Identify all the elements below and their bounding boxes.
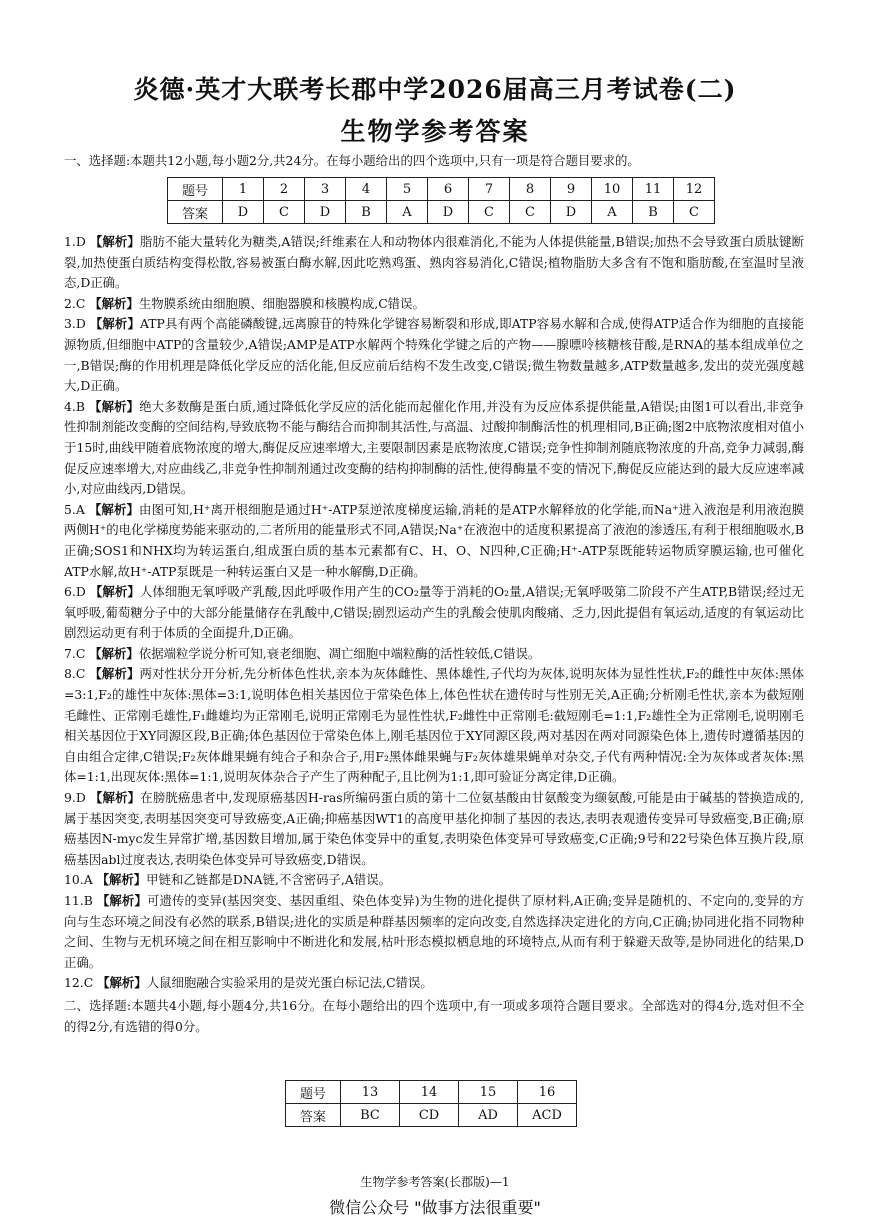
- item-text: 人体细胞无氧呼吸产乳酸,因此呼吸作用产生的CO₂量等于消耗的O₂量,A错误;无氧呼吸第二阶段不产生ATP,B错误;经过无氧呼吸,葡萄糖分子中的大部分能量储存在乳酸中,C错误;剧烈运动产生的乳酸会使肌肉酸痛、乏力,因此提倡有氧运动,适度的有氧运动比剧烈运动更有利于体质的全面提升,D正确。: [64, 584, 804, 641]
- table-cell: D: [305, 201, 346, 224]
- table-cell: 7: [469, 178, 510, 201]
- page-footer: 生物学参考答案(长郡版)—1: [360, 1175, 510, 1189]
- item-tag: 【解析】: [97, 975, 147, 991]
- item-tag: 【解析】: [88, 501, 140, 517]
- table-header-cell: 题号: [168, 178, 223, 201]
- table-header-cell: 答案: [286, 1104, 341, 1127]
- section1-intro: 一、选择题:本题共12小题,每小题2分,共24分。在每小题给出的四个选项中,只有一项是符合题目要求的。: [64, 153, 640, 168]
- table-row: [286, 1104, 577, 1127]
- table-cell: D: [223, 201, 264, 224]
- table-row: [168, 201, 715, 224]
- item-text: 脂肪不能大量转化为糖类,A错误;纤维素在人和动物体内很难消化,不能为人体提供能量,B错误;加热不会导致蛋白质肽键断裂,加热使蛋白质结构变得松散,容易被蛋白酶水解,因此吃熟鸡蛋、熟肉容易消化,C错误;植物脂肪大多含有不饱和脂肪酸,在室温时呈液态,D正确。: [64, 234, 805, 291]
- item-number: 1.D: [64, 234, 86, 249]
- list-item: [64, 397, 804, 500]
- list-item: [64, 500, 804, 582]
- item-number: 8.C: [64, 666, 86, 682]
- item-number: 5.A: [64, 501, 85, 517]
- item-tag: 【解析】: [89, 584, 140, 600]
- item-number: 12.C: [64, 975, 94, 991]
- table-cell: 12: [674, 178, 715, 201]
- table-cell: 14: [400, 1081, 459, 1104]
- item-tag: 【解析】: [89, 234, 140, 249]
- table-row: [168, 178, 715, 201]
- item-number: 10.A: [64, 872, 93, 888]
- item-number: 2.C: [64, 295, 86, 311]
- list-item: [64, 870, 804, 891]
- list-item: [64, 232, 804, 294]
- table-cell: 8: [510, 178, 551, 201]
- item-tag: 【解析】: [96, 893, 147, 908]
- table-header-cell: 题号: [286, 1081, 341, 1104]
- item-text: 依据端粒学说分析可知,衰老细胞、凋亡细胞中端粒酶的活性较低,C错误。: [138, 645, 541, 661]
- table-cell: A: [387, 201, 428, 224]
- list-item: [64, 294, 804, 315]
- item-text: 甲链和乙链都是DNA链,不含密码子,A错误。: [146, 872, 391, 888]
- item-text: ATP具有两个高能磷酸键,远离腺苷的特殊化学键容易断裂和形成,即ATP容易水解和合成,使得ATP适合作为细胞的直接能源物质,但细胞中ATP的含量较少,A错误;AMP是ATP水解两个特殊化学键之后的产物——腺嘌呤核糖核苷酸,是RNA的基本组成单位之一,B错误;酶的作用机理是降低化学反应的活化能,但反应前后结构不发生改变,C错误;微生物数量越多,ATP数量越多,发出的荧光强度越大,D正确。: [64, 316, 804, 394]
- table-header-cell: 答案: [168, 201, 223, 224]
- table-cell: ACD: [518, 1104, 577, 1127]
- item-tag: 【解析】: [89, 666, 140, 682]
- item-tag: 【解析】: [89, 645, 139, 661]
- table-cell: 2: [264, 178, 305, 201]
- item-number: 7.C: [64, 645, 86, 661]
- table-cell: C: [510, 201, 551, 224]
- table-cell: 15: [459, 1081, 518, 1104]
- table-cell: B: [346, 201, 387, 224]
- item-tag: 【解析】: [89, 398, 140, 414]
- item-tag: 【解析】: [89, 295, 139, 311]
- answer-table-1: [167, 177, 715, 224]
- list-item: [64, 582, 804, 644]
- table-cell: D: [551, 201, 592, 224]
- item-text: 可遗传的变异(基因突变、基因重组、染色体变异)为生物的进化提供了原材料,A正确;变异是随机的、不定向的,变异的方向与生态环境之间没有必然的联系,B错误;进化的实质是种群基因频率的定向改变,自然选择决定进化的方向,C正确;协同进化指不同物种之间、生物与无机环境之间在相互影响中不断进化和发展,枯叶形态模拟栖息地的环境特点,从而有利于躲避天敌等,是协同进化的结果,D正确。: [64, 893, 805, 970]
- page-subtitle: 生物学参考答案: [340, 117, 530, 146]
- section2-intro: 二、选择题:本题共4小题,每小题4分,共16分。在每小题给出的四个选项中,有一项或多项符合题目要求。全部选对的得4分,选对但不全的得2分,有选错的得0分。: [64, 997, 804, 1034]
- table-cell: A: [592, 201, 633, 224]
- table-cell: AD: [459, 1104, 518, 1127]
- table-cell: BC: [341, 1104, 400, 1127]
- item-tag: 【解析】: [89, 316, 141, 332]
- table-cell: 1: [223, 178, 264, 201]
- item-number: 3.D: [64, 316, 86, 332]
- table-cell: C: [264, 201, 305, 224]
- item-number: 6.D: [64, 584, 86, 600]
- item-number: 4.B: [64, 398, 85, 414]
- item-text: 人鼠细胞融合实验采用的是荧光蛋白标记法,C错误。: [146, 975, 433, 991]
- list-item: [64, 664, 804, 788]
- item-text: 由图可知,H⁺离开根细胞是通过H⁺-ATP泵逆浓度梯度运输,消耗的是ATP水解释放的化学能,而Na⁺进入液泡是利用液泡膜两侧H⁺的电化学梯度势能来驱动的,二者所用的能量形式不同,A错误;Na⁺在液泡中的适度积累提高了液泡的渗透压,有利于根细胞吸水,B正确;SOS1和NHX均为转运蛋白,组成蛋白质的基本元素都有C、H、O、N四种,C正确;H⁺-ATP泵既能转运物质穿膜运输,也可催化ATP水解,故H⁺-ATP泵既是一种转运蛋白又是一种水解酶,D正确。: [64, 501, 804, 579]
- list-item: [64, 788, 804, 870]
- table-cell: D: [428, 201, 469, 224]
- explanations: [64, 232, 804, 1037]
- item-text: 两对性状分开分析,先分析体色性状,亲本为灰体雌性、黑体雄性,子代均为灰体,说明灰体为显性性状,F₂的雌性中灰体:黑体=3:1,F₂的雄性中灰体:黑体=3:1,说明体色相关基因位于常染色体上,体色性状在遗传时与性别无关,A正确;分析刚毛性状,亲本为截短刚毛雌性、正常刚毛雄性,F₁雌雄均为正常刚毛,说明正常刚毛为显性性状,F₂雌性中正常刚毛:截短刚毛=1:1,F₂雄性全为正常刚毛,说明刚毛相关基因位于XY同源区段,B正确;体色基因位于常染色体上,刚毛基因位于XY同源区段,两对基因在两对同源染色体上,遗传时遵循基因的自由组合定律,C错误;F₂灰体雌果蝇有纯合子和杂合子,用F₂黑体雌果蝇与F₂灰体雄果蝇单对杂交,子代有两种情况:全为灰体或者灰体:黑体=1:1,出现灰体:黑体=1:1,说明灰体杂合子产生了两种配子,且比例为1:1,即可验证分离定律,D正确。: [64, 666, 804, 785]
- list-item: [64, 891, 804, 973]
- table-cell: C: [674, 201, 715, 224]
- item-text: 在膀胱癌患者中,发现原癌基因H-ras所编码蛋白质的第十二位氨基酸由甘氨酸变为缬氨酸,可能是由于碱基的替换造成的,属于基因突变,表明基因突变可导致癌变,A正确;抑癌基因WT1的高度甲基化抑制了基因的表达,表明表观遗传变异可导致癌变,B正确;原癌基因N-myc发生异常扩增,基因数目增加,属于染色体变异中的重复,表明染色体变异可导致癌变,C正确;9号和22号染色体互换片段,原癌基因abl过度表达,表明染色体变异可导致癌变,D错误。: [64, 790, 804, 867]
- list-item: [64, 314, 804, 396]
- item-number: 9.D: [64, 790, 86, 806]
- answer-table-2: [285, 1080, 577, 1127]
- item-tag: 【解析】: [96, 872, 147, 888]
- list-item: [64, 973, 804, 994]
- table-cell: C: [469, 201, 510, 224]
- table-cell: 3: [305, 178, 346, 201]
- item-text: 生物膜系统由细胞膜、细胞器膜和核膜构成,C错误。: [138, 295, 425, 311]
- item-text: 绝大多数酶是蛋白质,通过降低化学反应的活化能而起催化作用,并没有为反应体系提供能量,A错误;由图1可以看出,非竞争性抑制剂能改变酶的空间结构,导致底物不能与酶结合而抑制其活性,与高温、过酸抑制酶活性的机理相同,B正确;图2中底物浓度相对值小于15时,曲线甲随着底物浓度的增大,酶促反应速率增大,主要限制因素是底物浓度,C错误;竞争性抑制剂随底物浓度的升高,竞争力减弱,酶促反应速率增大,对应曲线乙,非竞争性抑制剂通过改变酶的结构抑制酶的活性,使得酶量不变的情况下,酶促反应能达到的最大反应速率减小,对应曲线丙,D错误。: [64, 398, 804, 497]
- table-cell: 5: [387, 178, 428, 201]
- table-cell: 13: [341, 1081, 400, 1104]
- list-item: [64, 644, 804, 665]
- item-tag: 【解析】: [89, 790, 141, 806]
- table-cell: B: [633, 201, 674, 224]
- page-title: 炎德·英才大联考长郡中学2026届高三月考试卷(二): [133, 75, 737, 104]
- table-cell: 11: [633, 178, 674, 201]
- table-cell: 6: [428, 178, 469, 201]
- table-cell: 16: [518, 1081, 577, 1104]
- table-cell: 4: [346, 178, 387, 201]
- table-cell: 9: [551, 178, 592, 201]
- item-number: 11.B: [64, 893, 93, 908]
- table-row: [286, 1081, 577, 1104]
- table-cell: 10: [592, 178, 633, 201]
- wechat-caption: 微信公众号 "做事方法很重要": [329, 1198, 541, 1217]
- table-cell: CD: [400, 1104, 459, 1127]
